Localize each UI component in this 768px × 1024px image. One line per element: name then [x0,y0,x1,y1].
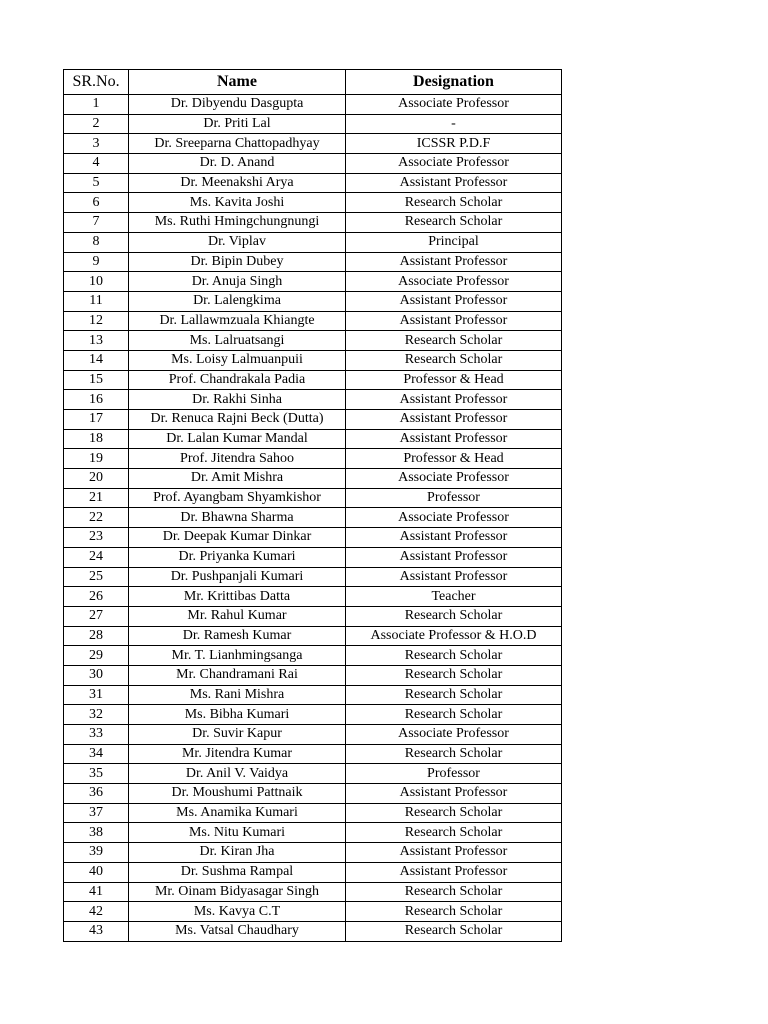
name-cell: Dr. Meenakshi Arya [129,173,346,193]
name-cell: Dr. Priyanka Kumari [129,547,346,567]
sr-no-cell: 13 [64,331,129,351]
table-row [64,134,562,154]
designation-cell: Associate Professor [346,154,562,174]
name-cell: Ms. Loisy Lalmuanpuii [129,350,346,370]
name-cell: Ms. Kavya C.T [129,902,346,922]
sr-no-cell: 32 [64,705,129,725]
designation-cell: Assistant Professor [346,291,562,311]
name-cell: Dr. Lalengkima [129,291,346,311]
table-row [64,291,562,311]
sr-no-cell: 39 [64,843,129,863]
name-cell: Dr. Priti Lal [129,114,346,134]
name-cell: Ms. Ruthi Hmingchungnungi [129,213,346,233]
name-cell: Dr. Lallawmzuala Khiangte [129,311,346,331]
table-row [64,311,562,331]
name-cell: Dr. Anil V. Vaidya [129,764,346,784]
designation-cell: Assistant Professor [346,862,562,882]
table-row [64,410,562,430]
header-row [64,70,562,95]
table-row [64,764,562,784]
name-cell: Dr. Rakhi Sinha [129,390,346,410]
sr-no-cell: 12 [64,311,129,331]
designation-cell: Research Scholar [346,921,562,941]
designation-cell: Research Scholar [346,665,562,685]
sr-no-cell: 40 [64,862,129,882]
sr-no-cell: 24 [64,547,129,567]
sr-no-cell: 33 [64,725,129,745]
name-cell: Dr. Pushpanjali Kumari [129,567,346,587]
designation-cell: Research Scholar [346,705,562,725]
table-row [64,547,562,567]
designation-cell: Research Scholar [346,902,562,922]
designation-cell: Professor & Head [346,449,562,469]
designation-cell: Research Scholar [346,331,562,351]
name-cell: Dr. Lalan Kumar Mandal [129,429,346,449]
table-row [64,114,562,134]
sr-no-cell: 6 [64,193,129,213]
designation-cell: Assistant Professor [346,311,562,331]
designation-cell: Associate Professor [346,725,562,745]
table-row [64,488,562,508]
table-row [64,862,562,882]
designation-cell: Professor & Head [346,370,562,390]
sr-no-cell: 28 [64,626,129,646]
table-row [64,803,562,823]
sr-no-cell: 29 [64,646,129,666]
sr-no-cell: 35 [64,764,129,784]
sr-no-cell: 21 [64,488,129,508]
table-row [64,705,562,725]
name-cell: Mr. Chandramani Rai [129,665,346,685]
sr-no-cell: 34 [64,744,129,764]
table-row [64,744,562,764]
sr-no-cell: 8 [64,232,129,252]
sr-no-cell: 1 [64,95,129,115]
name-cell: Dr. D. Anand [129,154,346,174]
designation-cell: Assistant Professor [346,252,562,272]
designation-cell: Research Scholar [346,882,562,902]
name-cell: Ms. Nitu Kumari [129,823,346,843]
name-cell: Dr. Renuca Rajni Beck (Dutta) [129,410,346,430]
designation-cell: Research Scholar [346,744,562,764]
table-row [64,626,562,646]
name-cell: Dr. Kiran Jha [129,843,346,863]
designation-cell: Research Scholar [346,646,562,666]
designation-cell: Professor [346,764,562,784]
designation-cell: Assistant Professor [346,429,562,449]
sr-no-cell: 2 [64,114,129,134]
table-row [64,370,562,390]
sr-no-cell: 11 [64,291,129,311]
sr-no-cell: 38 [64,823,129,843]
name-cell: Dr. Viplav [129,232,346,252]
sr-no-cell: 3 [64,134,129,154]
name-cell: Prof. Ayangbam Shyamkishor [129,488,346,508]
designation-cell: Research Scholar [346,213,562,233]
table-row [64,646,562,666]
sr-no-cell: 25 [64,567,129,587]
table-row [64,882,562,902]
designation-cell: Research Scholar [346,685,562,705]
participants-table [63,69,562,942]
sr-no-cell: 16 [64,390,129,410]
table-row [64,725,562,745]
table-row [64,331,562,351]
sr-no-cell: 27 [64,606,129,626]
sr-no-cell: 17 [64,410,129,430]
table-row [64,350,562,370]
name-cell: Dr. Deepak Kumar Dinkar [129,528,346,548]
designation-cell: Principal [346,232,562,252]
header-name: Name [129,70,346,95]
sr-no-cell: 41 [64,882,129,902]
sr-no-cell: 20 [64,469,129,489]
table-row [64,784,562,804]
designation-cell: Assistant Professor [346,843,562,863]
designation-cell: Assistant Professor [346,410,562,430]
name-cell: Dr. Bipin Dubey [129,252,346,272]
table-row [64,154,562,174]
table-row [64,528,562,548]
table-row [64,390,562,410]
sr-no-cell: 37 [64,803,129,823]
name-cell: Ms. Rani Mishra [129,685,346,705]
designation-cell: Research Scholar [346,193,562,213]
table-row [64,902,562,922]
name-cell: Dr. Anuja Singh [129,272,346,292]
name-cell: Ms. Lalruatsangi [129,331,346,351]
designation-cell: Professor [346,488,562,508]
sr-no-cell: 22 [64,508,129,528]
sr-no-cell: 42 [64,902,129,922]
sr-no-cell: 7 [64,213,129,233]
designation-cell: Assistant Professor [346,567,562,587]
sr-no-cell: 19 [64,449,129,469]
designation-cell: Research Scholar [346,823,562,843]
name-cell: Ms. Vatsal Chaudhary [129,921,346,941]
name-cell: Dr. Suvir Kapur [129,725,346,745]
designation-cell: - [346,114,562,134]
name-cell: Prof. Jitendra Sahoo [129,449,346,469]
table-row [64,213,562,233]
sr-no-cell: 18 [64,429,129,449]
sr-no-cell: 36 [64,784,129,804]
sr-no-cell: 23 [64,528,129,548]
designation-cell: Assistant Professor [346,784,562,804]
table-row [64,252,562,272]
sr-no-cell: 43 [64,921,129,941]
name-cell: Dr. Ramesh Kumar [129,626,346,646]
designation-cell: Associate Professor [346,469,562,489]
name-cell: Mr. T. Lianhmingsanga [129,646,346,666]
table-row [64,95,562,115]
table-row [64,823,562,843]
designation-cell: Assistant Professor [346,173,562,193]
sr-no-cell: 31 [64,685,129,705]
name-cell: Mr. Rahul Kumar [129,606,346,626]
sr-no-cell: 10 [64,272,129,292]
sr-no-cell: 30 [64,665,129,685]
designation-cell: Associate Professor [346,508,562,528]
designation-cell: Associate Professor [346,95,562,115]
table-row [64,567,562,587]
name-cell: Mr. Oinam Bidyasagar Singh [129,882,346,902]
sr-no-cell: 4 [64,154,129,174]
name-cell: Dr. Bhawna Sharma [129,508,346,528]
name-cell: Prof. Chandrakala Padia [129,370,346,390]
name-cell: Ms. Kavita Joshi [129,193,346,213]
table-row [64,843,562,863]
table-header [64,70,562,95]
designation-cell: Associate Professor [346,272,562,292]
designation-cell: Assistant Professor [346,547,562,567]
table-row [64,665,562,685]
table-body [64,95,562,942]
designation-cell: Research Scholar [346,606,562,626]
table-row [64,606,562,626]
sr-no-cell: 9 [64,252,129,272]
name-cell: Dr. Sushma Rampal [129,862,346,882]
name-cell: Dr. Amit Mishra [129,469,346,489]
table-row [64,193,562,213]
table-row [64,449,562,469]
table-row [64,232,562,252]
table-row [64,508,562,528]
table-row [64,469,562,489]
designation-cell: ICSSR P.D.F [346,134,562,154]
name-cell: Mr. Jitendra Kumar [129,744,346,764]
name-cell: Dr. Dibyendu Dasgupta [129,95,346,115]
table-row [64,921,562,941]
header-sr-no: SR.No. [64,70,129,95]
sr-no-cell: 15 [64,370,129,390]
table-row [64,587,562,607]
sr-no-cell: 26 [64,587,129,607]
name-cell: Ms. Bibha Kumari [129,705,346,725]
sr-no-cell: 14 [64,350,129,370]
name-cell: Dr. Moushumi Pattnaik [129,784,346,804]
designation-cell: Teacher [346,587,562,607]
table-row [64,429,562,449]
table-row [64,685,562,705]
designation-cell: Research Scholar [346,350,562,370]
name-cell: Dr. Sreeparna Chattopadhyay [129,134,346,154]
name-cell: Ms. Anamika Kumari [129,803,346,823]
table-row [64,173,562,193]
sr-no-cell: 5 [64,173,129,193]
header-designation: Designation [346,70,562,95]
designation-cell: Associate Professor & H.O.D [346,626,562,646]
name-cell: Mr. Krittibas Datta [129,587,346,607]
designation-cell: Assistant Professor [346,528,562,548]
designation-cell: Research Scholar [346,803,562,823]
table-row [64,272,562,292]
designation-cell: Assistant Professor [346,390,562,410]
